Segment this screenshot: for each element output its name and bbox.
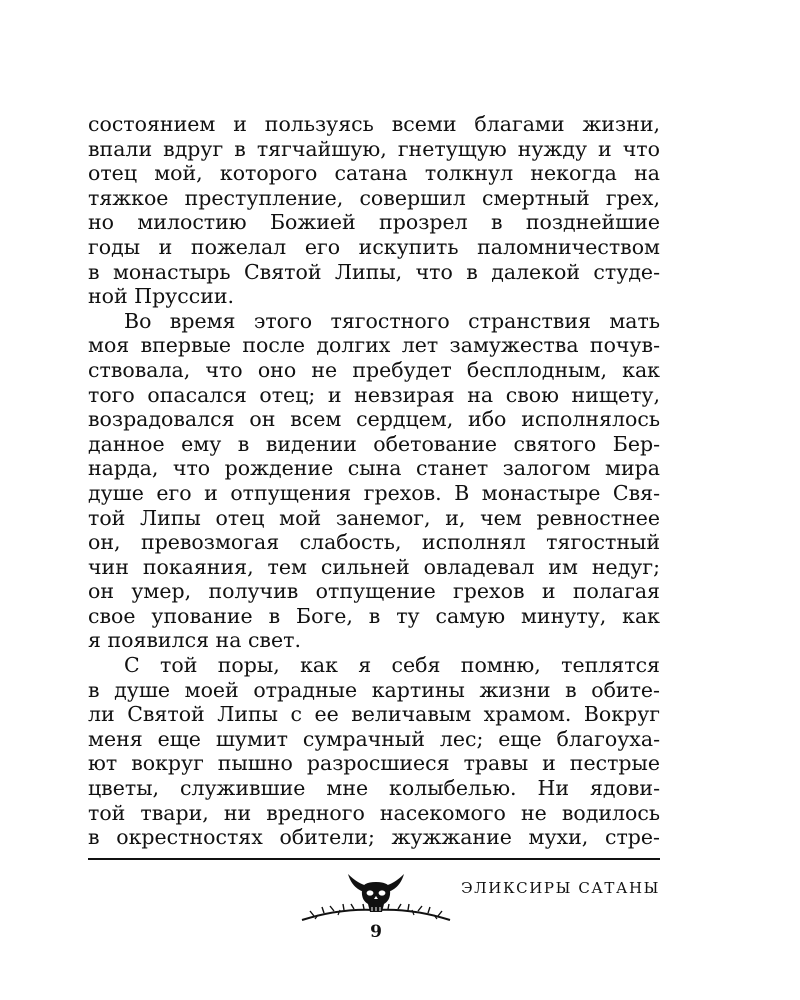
text-line: впали вдруг в тягчайшую, гнетущую нужду и что — [88, 136, 660, 161]
text-line: ют вокруг пышно разросшиеся травы и пестрые — [88, 751, 660, 776]
text-line: той Липы отец мой занемог, и, чем ревностнее — [88, 505, 660, 530]
text-line: меня еще шумит сумрачный лес; еще благоуха- — [88, 726, 660, 751]
text-line: ли Святой Липы с ее величавым храмом. Вокруг — [88, 702, 660, 727]
text-line: в душе моей отрадные картины жизни в обите- — [88, 677, 660, 702]
footer-rule — [88, 858, 660, 860]
text-line: я появился на свет. — [88, 628, 301, 653]
text-line: свое упование в Боге, в ту самую минуту, как — [88, 603, 660, 628]
text-line: он, превозмогая слабость, исполнял тягостный — [88, 530, 660, 555]
text-line: тяжкое преступление, совершил смертный грех, — [88, 185, 660, 210]
body-text — [88, 112, 660, 850]
text-line: чин покаяния, тем сильней овладевал им недуг; — [88, 554, 660, 579]
text-line: нарда, что рождение сына станет залогом мира — [88, 456, 660, 481]
text-line: в монастырь Святой Липы, что в далекой студе- — [88, 259, 660, 284]
text-line: ствовала, что оно не пребудет бесплодным, как — [88, 357, 660, 382]
text-line: данное ему в видении обетование святого Бер- — [88, 431, 660, 456]
text-line: в окрестностях обители; жужжание мухи, стре- — [88, 825, 660, 850]
paragraph-first-line: С той поры, как я себя помню, теплятся — [124, 653, 660, 678]
text-line: ной Пруссии. — [88, 284, 235, 309]
text-line: того опасался отец; и невзирая на свою нищету, — [88, 382, 660, 407]
text-line: душе его и отпущения грехов. В монастыре Свя- — [88, 480, 660, 505]
text-line: той твари, ни вредного насекомого не водилось — [88, 800, 660, 825]
text-line: отец мой, которого сатана толкнул некогда на — [88, 161, 660, 186]
text-line: цветы, служившие мне колыбелью. Ни ядови- — [88, 776, 660, 801]
text-line: возрадовался он всем сердцем, ибо исполнялось — [88, 407, 660, 432]
running-title: ЭЛИКСИРЫ САТАНЫ — [461, 879, 660, 897]
text-line: годы и пожелал его искупить паломничеством — [88, 234, 660, 259]
text-line: он умер, получив отпущение грехов и полагая — [88, 579, 660, 604]
text-line: моя впервые после долгих лет замужества почув- — [88, 333, 660, 358]
devil-skull-emblem-icon — [300, 870, 452, 926]
page-number: 9 — [370, 922, 382, 942]
text-line: но милостию Божией прозрел в позднейшие — [88, 210, 660, 235]
text-line: состоянием и пользуясь всеми благами жизни, — [88, 112, 660, 136]
paragraph-first-line: Во время этого тягостного странствия мать — [124, 308, 660, 333]
